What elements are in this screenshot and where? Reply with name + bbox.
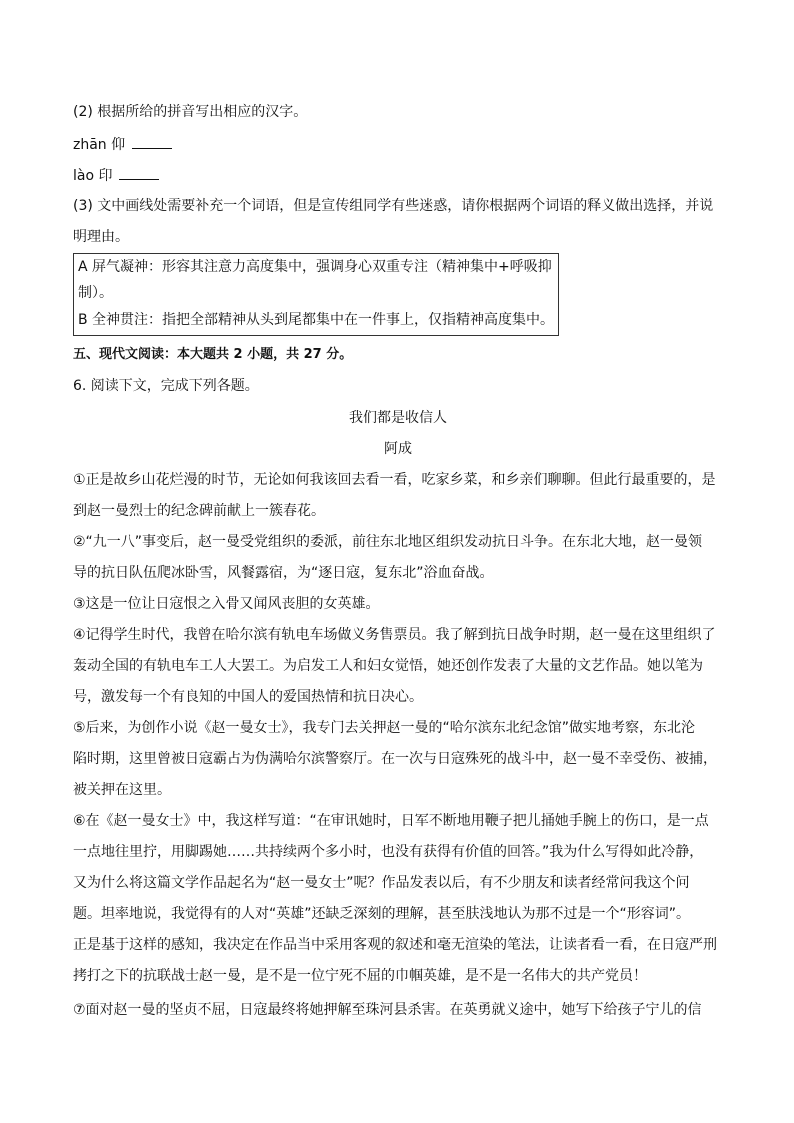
question-2-prompt: (2) 根据所给的拼音写出相应的汉字。 (73, 104, 308, 120)
pinyin-item-1-text: zhān 仰 (73, 137, 126, 153)
article-line: 拷打之下的抗联战士赵一曼，是不是一位宁死不屈的巾帼英雄，是不是一名伟大的共产党员！ (73, 968, 647, 984)
answer-blank-2 (119, 165, 159, 180)
section-5-heading: 五、现代文阅读：本大题共 2 小题，共 27 分。 (73, 347, 353, 362)
option-a-line-1: A 屏气凝神：形容其注意力高度集中，强调身心双重专注（精神集中+呼吸抑 (78, 259, 552, 275)
answer-blank-1 (132, 134, 172, 149)
option-a-line-2: 制）。 (78, 285, 113, 301)
article-line: ①正是故乡山花烂漫的时节，无论如何我该回去看一看，吃家乡菜，和乡亲们聊聊。但此行最重要的，是 (73, 472, 716, 488)
article-line: 陷时期，这里曾被日寇霸占为伪满哈尔滨警察厅。在一次与日寇殊死的战斗中，赵一曼不幸受伤、被捕， (73, 751, 717, 767)
question-3-prompt-line-1: (3) 文中画线处需要补充一个词语，但是宣传组同学有些迷惑，请你根据两个词语的释义做出选择，并说 (73, 198, 714, 214)
article-line: ⑤后来，为创作小说《赵一曼女士》，我专门去关押赵一曼的“哈尔滨东北纪念馆”做实地考察，东北沦 (73, 720, 696, 736)
article-line: 一点地往里拧，用脚踢她……共持续两个多小时，也没有获得有价值的回答。”我为什么写得如此冷静， (73, 844, 704, 860)
article-line: ⑥在《赵一曼女士》中，我这样写道：“在审讯她时，日军不断地用鞭子把儿捅她手腕上的伤口，是一点 (73, 813, 709, 829)
article-line: 正是基于这样的感知，我决定在作品当中采用客观的叙述和毫无渲染的笔法，让读者看一看，在日寇严刑 (73, 937, 717, 953)
question-6-prompt: 6. 阅读下文，完成下列各题。 (73, 378, 259, 394)
article-line: 题。坦率地说，我觉得有的人对“英雄”还缺乏深刻的理解，甚至肤浅地认为那不过是一个“形容词”。 (73, 906, 691, 922)
option-b: B 全神贯注：指把全部精神从头到尾都集中在一件事上，仅指精神高度集中。 (78, 312, 555, 328)
article-line: 到赵一曼烈士的纪念碑前献上一簇春花。 (73, 503, 325, 519)
definition-box (73, 253, 559, 336)
article-line: ③这是一位让日寇恨之入骨又闻风丧胆的女英雄。 (73, 596, 380, 612)
article-title: 我们都是收信人 (349, 410, 447, 426)
article-line: ④记得学生时代，我曾在哈尔滨有轨电车场做义务售票员。我了解到抗日战争时期，赵一曼在这里组织了 (73, 627, 716, 643)
article-line: 导的抗日队伍爬冰卧雪，风餐露宿，为“逐日寇，复东北”浴血奋战。 (73, 565, 494, 581)
article-line: ⑦面对赵一曼的坚贞不屈，日寇最终将她押解至珠河县杀害。在英勇就义途中，她写下给孩子宁儿的信 (73, 1002, 702, 1018)
pinyin-item-2 (73, 165, 723, 186)
article-line: 轰动全国的有轨电车工人大罢工。为启发工人和妇女觉悟，她还创作发表了大量的文艺作品。她以笔为 (73, 658, 703, 674)
pinyin-item-1 (73, 134, 723, 155)
article-line: ②“九一八”事变后，赵一曼受党组织的委派，前往东北地区组织发动抗日斗争。在东北大地，赵一曼领 (73, 534, 703, 550)
pinyin-item-2-text: lào 印 (73, 168, 113, 184)
article-line: 又为什么将这篇文学作品起名为“赵一曼女士”呢？作品发表以后，有不少朋友和读者经常问我这个问 (73, 875, 690, 891)
article-author: 阿成 (384, 441, 412, 457)
question-3-prompt-line-2: 明理由。 (73, 229, 129, 245)
article-line: 被关押在这里。 (73, 782, 171, 798)
article-line: 号，激发每一个有良知的中国人的爱国热情和抗日决心。 (73, 689, 423, 705)
